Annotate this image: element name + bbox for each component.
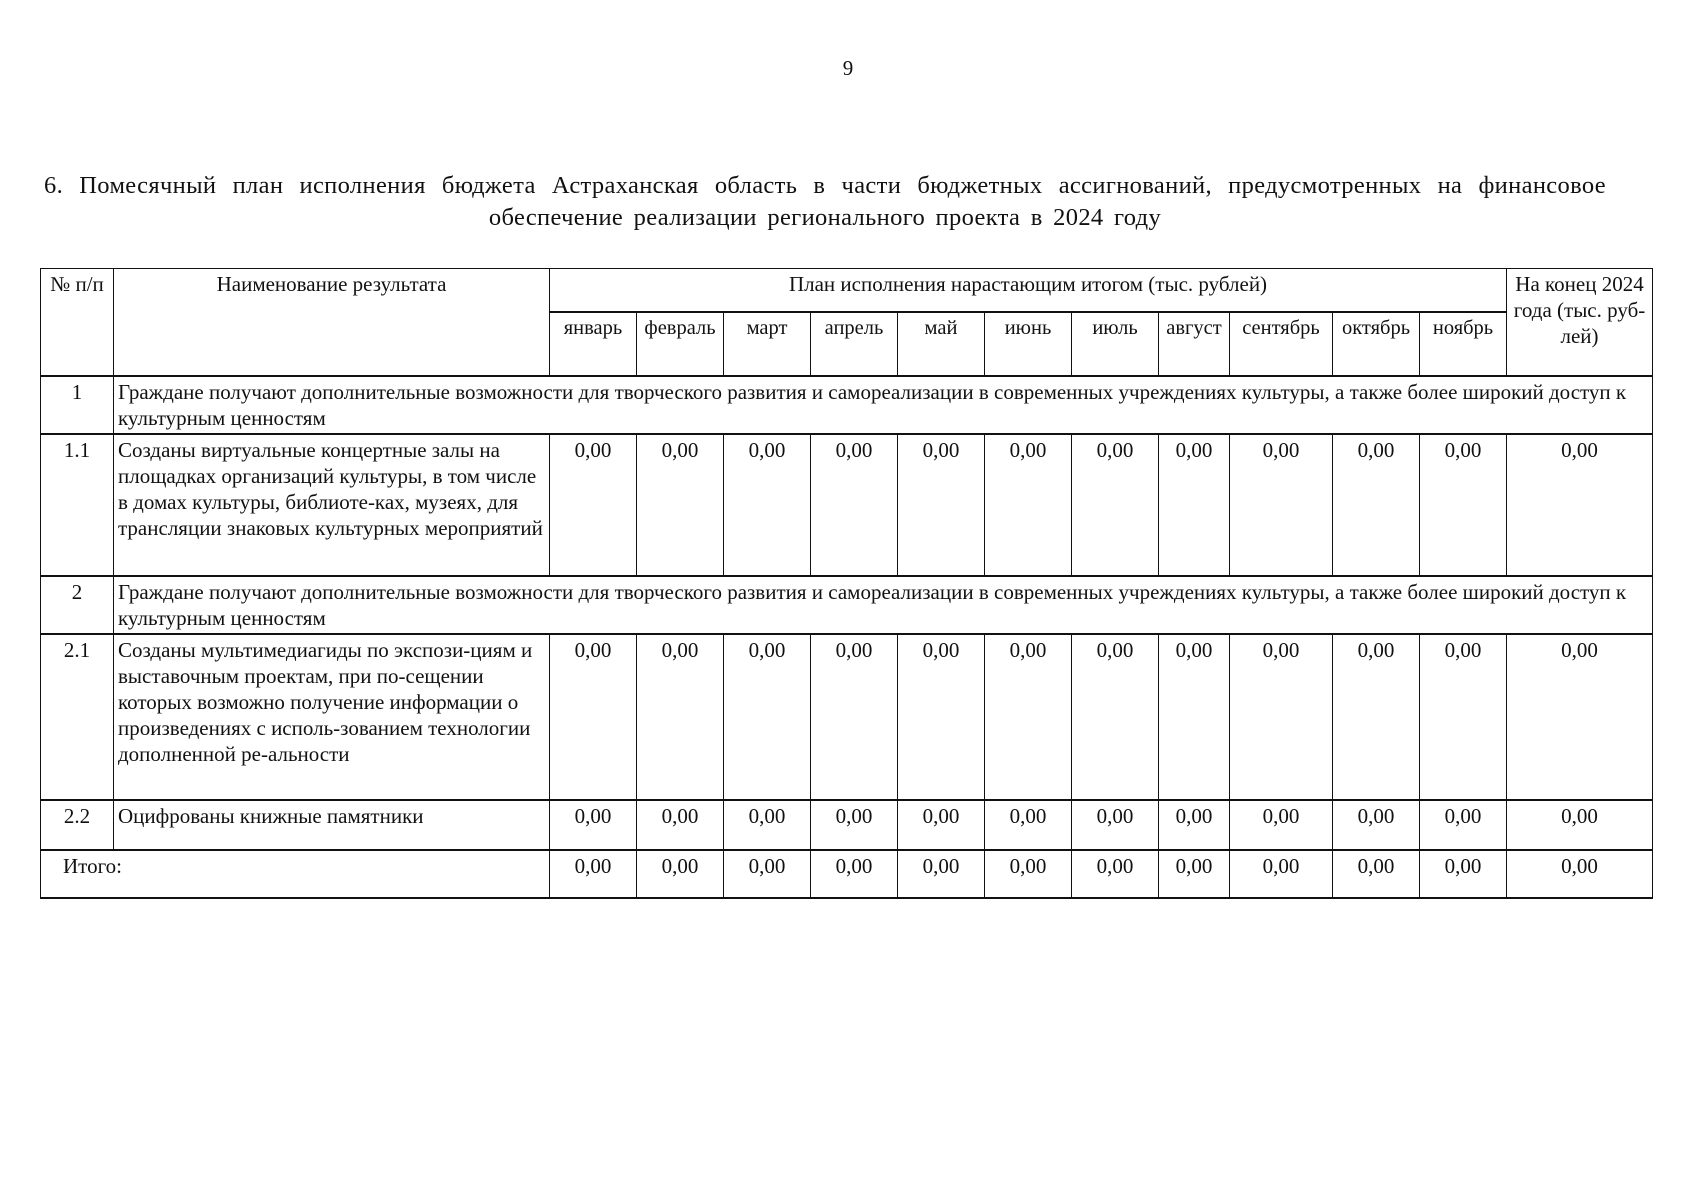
total-month-value: 0,00 xyxy=(1420,850,1507,898)
month-value: 0,00 xyxy=(1230,434,1333,576)
row-number: 2 xyxy=(41,576,114,634)
header-month: январь xyxy=(550,312,637,376)
month-value: 0,00 xyxy=(550,800,637,850)
result-name: Оцифрованы книжные памятники xyxy=(114,800,550,850)
total-month-value: 0,00 xyxy=(1230,850,1333,898)
result-name: Созданы виртуальные концертные залы на площадках организаций культуры, в том числе в домах культуры, библиоте-ках, музеях, для трансляции знаковых культурных мероприятий xyxy=(114,434,550,576)
goal-text: Граждане получают дополнительные возможности для творческого развития и самореализации в современных учреждениях культуры, а также более широкий доступ к культурным ценностям xyxy=(114,376,1653,434)
header-month: апрель xyxy=(811,312,898,376)
header-month: май xyxy=(898,312,985,376)
row-number: 2.1 xyxy=(41,634,114,800)
goal-row xyxy=(41,376,1653,434)
total-month-value: 0,00 xyxy=(811,850,898,898)
month-value: 0,00 xyxy=(811,800,898,850)
total-year-end-value: 0,00 xyxy=(1507,850,1653,898)
month-value: 0,00 xyxy=(1420,434,1507,576)
result-row xyxy=(41,634,1653,800)
month-value: 0,00 xyxy=(550,634,637,800)
total-label: Итого: xyxy=(41,850,550,898)
month-value: 0,00 xyxy=(1072,434,1159,576)
header-name: Наименование результата xyxy=(114,269,550,377)
total-month-value: 0,00 xyxy=(1072,850,1159,898)
header-end: На конец 2024 года (тыс. руб-лей) xyxy=(1507,269,1653,377)
month-value: 0,00 xyxy=(550,434,637,576)
header-month: август xyxy=(1159,312,1230,376)
total-month-value: 0,00 xyxy=(550,850,637,898)
goal-row xyxy=(41,576,1653,634)
month-value: 0,00 xyxy=(811,434,898,576)
header-month: сентябрь xyxy=(1230,312,1333,376)
section-title: 6. Помесячный план исполнения бюджета Астраханская область в части бюджетных ассигнований, предусмотренных на финансовое обеспечение реализации регионального проекта в 2024 году xyxy=(44,172,1606,231)
goal-text: Граждане получают дополнительные возможности для творческого развития и самореализации в современных учреждениях культуры, а также более широкий доступ к культурным ценностям xyxy=(114,576,1653,634)
month-value: 0,00 xyxy=(811,634,898,800)
year-end-value: 0,00 xyxy=(1507,800,1653,850)
month-value: 0,00 xyxy=(1159,434,1230,576)
month-value: 0,00 xyxy=(1159,634,1230,800)
month-value: 0,00 xyxy=(1072,800,1159,850)
total-month-value: 0,00 xyxy=(898,850,985,898)
month-value: 0,00 xyxy=(637,434,724,576)
header-month: ноябрь xyxy=(1420,312,1507,376)
header-plan: План исполнения нарастающим итогом (тыс. рублей) xyxy=(550,269,1507,313)
total-month-value: 0,00 xyxy=(1159,850,1230,898)
month-value: 0,00 xyxy=(898,434,985,576)
table-header xyxy=(41,269,1653,377)
result-row xyxy=(41,800,1653,850)
year-end-value: 0,00 xyxy=(1507,634,1653,800)
month-value: 0,00 xyxy=(1333,800,1420,850)
header-month: март xyxy=(724,312,811,376)
year-end-value: 0,00 xyxy=(1507,434,1653,576)
month-value: 0,00 xyxy=(1420,634,1507,800)
header-num: № п/п xyxy=(41,269,114,377)
total-month-value: 0,00 xyxy=(985,850,1072,898)
table-body xyxy=(41,376,1653,898)
total-row xyxy=(41,850,1653,898)
month-value: 0,00 xyxy=(724,434,811,576)
month-value: 0,00 xyxy=(1333,634,1420,800)
month-value: 0,00 xyxy=(724,634,811,800)
result-row xyxy=(41,434,1653,576)
month-value: 0,00 xyxy=(1159,800,1230,850)
result-name: Созданы мультимедиагиды по экспози-циям и выставочным проектам, при по-сещении которых возможно получение информации о произведениях с исполь-зованием технологии дополненной ре-альности xyxy=(114,634,550,800)
month-value: 0,00 xyxy=(724,800,811,850)
month-value: 0,00 xyxy=(1230,800,1333,850)
budget-plan-table xyxy=(40,268,1653,899)
header-month: октябрь xyxy=(1333,312,1420,376)
month-value: 0,00 xyxy=(985,634,1072,800)
header-month: июнь xyxy=(985,312,1072,376)
month-value: 0,00 xyxy=(985,434,1072,576)
month-value: 0,00 xyxy=(637,634,724,800)
total-month-value: 0,00 xyxy=(637,850,724,898)
total-month-value: 0,00 xyxy=(1333,850,1420,898)
total-month-value: 0,00 xyxy=(724,850,811,898)
page-number: 9 xyxy=(842,56,854,80)
month-value: 0,00 xyxy=(1420,800,1507,850)
header-month: июль xyxy=(1072,312,1159,376)
header-month: февраль xyxy=(637,312,724,376)
month-value: 0,00 xyxy=(898,634,985,800)
row-number: 2.2 xyxy=(41,800,114,850)
month-value: 0,00 xyxy=(1230,634,1333,800)
month-value: 0,00 xyxy=(637,800,724,850)
month-value: 0,00 xyxy=(1072,634,1159,800)
row-number: 1.1 xyxy=(41,434,114,576)
month-value: 0,00 xyxy=(898,800,985,850)
month-value: 0,00 xyxy=(985,800,1072,850)
row-number: 1 xyxy=(41,376,114,434)
month-value: 0,00 xyxy=(1333,434,1420,576)
